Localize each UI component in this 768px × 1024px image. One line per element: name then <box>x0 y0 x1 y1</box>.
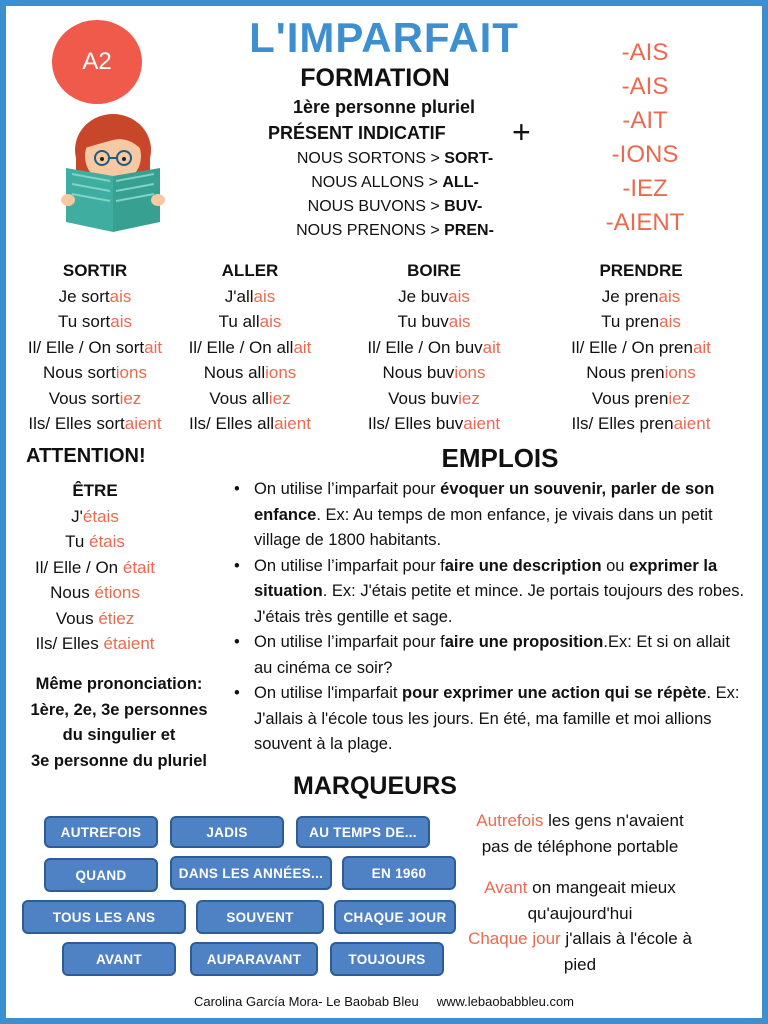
conj-row: Tu étais <box>65 532 125 551</box>
conj-row: Tu allais <box>218 312 282 331</box>
example-stem: PREN- <box>444 222 494 239</box>
marker-chip: TOUS LES ANS <box>22 900 186 934</box>
ending: -AIS <box>621 73 669 100</box>
formation-line2: PRÉSENT INDICATIF <box>268 123 446 143</box>
marker-example: Avant on mangeait mieux qu'aujourd'hui <box>484 878 676 923</box>
note-line: 3e personne du pluriel <box>30 751 208 770</box>
emplois-item: • On utilise l’imparfait pour faire une proposition.Ex: Et si on allait au cinéma ce soir? <box>232 630 752 681</box>
formation-line1: 1ère personne pluriel <box>292 97 476 117</box>
ending: -AIT <box>622 107 668 134</box>
emplois-list <box>232 477 752 758</box>
ending: -AIENT <box>605 209 685 236</box>
verb-heading: PRENDRE <box>599 261 683 280</box>
conjugation-aller <box>176 258 324 437</box>
marker-chip: CHAQUE JOUR <box>334 900 456 934</box>
conj-row: Tu sortais <box>57 312 132 331</box>
conj-row: Vous preniez <box>591 388 691 408</box>
conj-row: Il/ Elle / On prenait <box>571 337 711 357</box>
verb-heading: ALLER <box>221 261 279 280</box>
conj-row: Je prenais <box>601 286 681 306</box>
conj-row: Ils/ Elles allaient <box>189 414 311 433</box>
conj-row: Vous buviez <box>388 388 480 408</box>
marker-example: Chaque jour j'allais à l'école à pied <box>468 929 692 974</box>
note-line: du singulier et <box>62 726 176 744</box>
note-line: Même prononciation: <box>35 675 203 693</box>
attention-heading: ATTENTION! <box>26 445 146 467</box>
marker-chip: QUAND <box>44 858 158 892</box>
emplois-item: • On utilise l’imparfait pour évoquer un souvenir, parler de son enfance. Ex: Au temps de mon enfance, je vivais dans un petit village de 1800 habitants. <box>232 477 752 554</box>
conj-row: Nous prenions <box>586 363 696 382</box>
marker-chip: SOUVENT <box>196 900 324 934</box>
emplois-heading: EMPLOIS <box>441 443 559 473</box>
endings-list <box>590 36 700 240</box>
conj-row: Il/ Elle / On était <box>34 557 155 577</box>
formation-example <box>250 174 540 192</box>
verb-heading: BOIRE <box>407 261 461 280</box>
verb-heading: SORTIR <box>62 261 128 280</box>
conj-row: Ils/ Elles sortaient <box>28 414 162 433</box>
ending: -AIS <box>621 39 669 66</box>
example-text: NOUS BUVONS > <box>307 198 445 215</box>
formation-example <box>250 198 540 216</box>
marker-chip: AVANT <box>62 942 176 976</box>
example-stem: ALL- <box>442 174 479 191</box>
note-line: 1ère, 2e, 3e personnes <box>30 700 208 719</box>
level-label: A2 <box>82 48 112 75</box>
conj-row: J'allais <box>224 286 276 306</box>
example-stem: SORT- <box>444 150 494 167</box>
conj-row: J'étais <box>71 506 119 526</box>
example-text: NOUS ALLONS > <box>311 174 443 191</box>
marker-chip: AUPARAVANT <box>190 942 318 976</box>
conj-row: Nous buvions <box>382 363 486 382</box>
conj-row: Ils/ Elles étaient <box>35 634 155 653</box>
verb-heading: ÊTRE <box>72 481 118 500</box>
footer-site: www.lebaobabbleu.com <box>436 994 575 1009</box>
conjugation-sortir <box>10 258 180 437</box>
conj-row: Vous alliez <box>209 388 291 408</box>
etre-conjugation <box>10 478 180 657</box>
example-text: NOUS SORTONS > <box>296 150 445 167</box>
marker-chip: JADIS <box>170 816 284 848</box>
conj-row: Nous étions <box>50 583 140 602</box>
footer-author: Carolina García Mora- Le Baobab Bleu <box>193 994 419 1009</box>
conj-row: Vous sortiez <box>48 388 142 408</box>
conj-row: Il/ Elle / On sortait <box>27 337 163 357</box>
marker-chip: AUTREFOIS <box>44 816 158 848</box>
girl-reading-illustration <box>58 110 168 236</box>
marker-chip: EN 1960 <box>342 856 456 890</box>
footer <box>0 994 768 1009</box>
conjugation-boire <box>350 258 518 437</box>
conjugation-prendre <box>554 258 728 437</box>
conj-row: Tu buvais <box>397 312 471 331</box>
conj-row: Nous sortions <box>43 363 147 382</box>
conj-row: Je sortais <box>58 286 132 306</box>
formation-heading: FORMATION <box>300 64 450 92</box>
conj-row: Nous allions <box>203 363 297 382</box>
marker-example: Autrefois les gens n'avaient pas de téléphone portable <box>476 811 684 856</box>
conj-row: Ils/ Elles prenaient <box>571 414 711 433</box>
conj-row: Il/ Elle / On allait <box>188 337 312 357</box>
ending: -IEZ <box>622 175 668 202</box>
pronunciation-note <box>10 672 228 774</box>
marqueurs-heading: MARQUEURS <box>293 772 457 800</box>
emplois-item: • On utilise l’imparfait pour faire une description ou exprimer la situation. Ex: J'étais petite et mince. Je portais toujours des robes. J'étais très gentille et sage. <box>232 554 752 631</box>
marker-chip: TOUJOURS <box>330 942 444 976</box>
page-title: L'IMPARFAIT <box>249 14 519 61</box>
conj-row: Vous étiez <box>55 608 135 628</box>
marker-chip: AU TEMPS DE... <box>296 816 430 848</box>
formation-example <box>250 222 540 240</box>
example-stem: BUV- <box>444 198 483 215</box>
conj-row: Je buvais <box>398 286 470 306</box>
emplois-item: • On utilise l'imparfait pour exprimer une action qui se répète. Ex: J'allais à l'école tous les jours. En été, ma famille et moi allions souvent à la plage. <box>232 681 752 758</box>
conj-row: Il/ Elle / On buvait <box>367 337 501 357</box>
formation-example <box>250 150 540 168</box>
ending: -IONS <box>611 141 679 168</box>
plus-sign: + <box>512 114 531 150</box>
conj-row: Tu prenais <box>601 312 681 331</box>
marker-chip: DANS LES ANNÉES... <box>170 856 332 890</box>
example-text: NOUS PRENONS > <box>296 222 445 239</box>
conj-row: Ils/ Elles buvaient <box>367 414 501 433</box>
